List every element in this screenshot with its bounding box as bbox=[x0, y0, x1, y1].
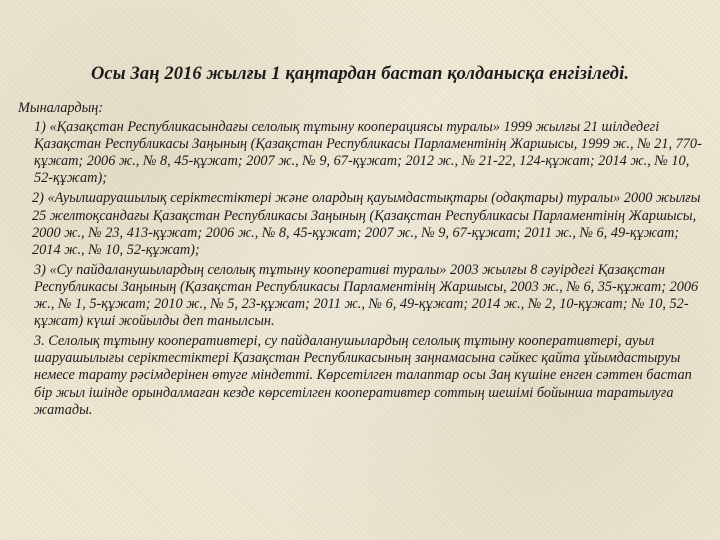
list-item: 3. Селолық тұтыну кооперативтері, су пайдаланушылардың селолық тұтыну кооперативтері, ауыл шаруашылығы серіктестіктері Қазақстан Республикасының заңнамасына сәйкес қайта ұйымдастыруы немесе тарату рәсімдерінен өтуге міндетті. Көрсетілген талаптар осы Заң күшіне енген сәттен бастап бір жыл ішінде орындалмаған кезде көрсетілген кооперативтер соттың шешімі бойынша таратылуға жатады. bbox=[34, 333, 692, 418]
list-item: 1) «Қазақстан Республикасындағы селолық тұтыну кооперациясы туралы» 1999 жылғы 21 шілдедегі Қазақстан Республикасы Заңының (Қазақстан Республикасы Парламентінің Жаршысы, 1999 ж., № 21, 770-құжат; 2006 ж., № 8, 45-құжат; 2007 ж., № 9, 67-құжат; 2012 ж., № 21-22, 124-құжат; 2014 ж., № 10, 52-құжат); bbox=[34, 119, 702, 187]
slide-body bbox=[18, 100, 708, 422]
list-item: 2) «Ауылшаруашылық серіктестіктері және олардың қауымдастықтары (одақтары) туралы» 2000 жылғы 25 желтоқсандағы Қазақстан Республикасы Заңының (Қазақстан Республикасы Парламентінің Жаршысы, 2000 ж., № 23, 413-құжат; 2006 ж., № 8, 45-құжат; 2007 ж., № 9, 67-құжат; 2011 ж., № 6, 49-құжат; 2014 ж., № 10, 52-құжат); bbox=[32, 190, 701, 258]
slide-title: Осы Заң 2016 жылғы 1 қаңтардан бастап қолданысқа енгізіледі. bbox=[90, 64, 630, 84]
list-item: 3) «Су пайдаланушылардың селолық тұтыну кооперативі туралы» 2003 жылғы 8 сәуірдегі Қазақстан Республикасы Заңының (Қазақстан Республикасы Парламентінің Жаршысы, 2003 ж., № 6, 35-құжат; 2006 ж., № 1, 5-құжат; 2010 ж., № 5, 23-құжат; 2011 ж., № 6, 49-құжат; 2014 ж., № 2, 10-құжат; № 10, 52-құжат) күші жойылды деп танылсын. bbox=[34, 261, 699, 330]
intro-text: Мыналардың: bbox=[18, 100, 104, 116]
